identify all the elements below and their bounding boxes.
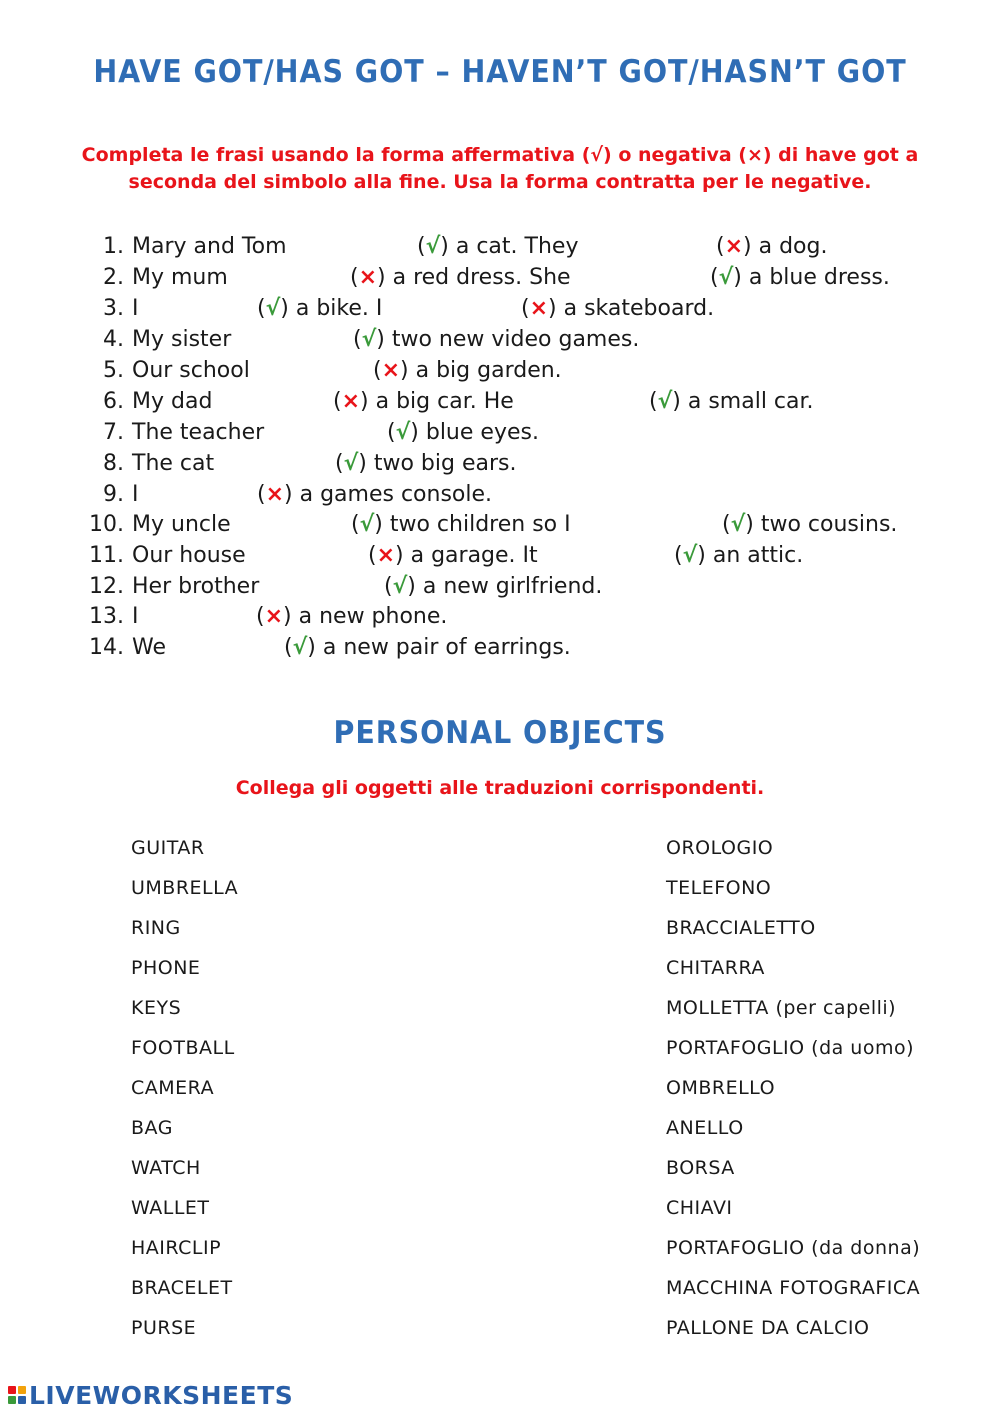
- check-icon: √: [265, 296, 281, 321]
- check-icon: √: [395, 420, 411, 445]
- sentence-part-1: [384, 572, 602, 602]
- sentence-14: [0, 633, 1000, 663]
- object-italian[interactable]: CHIAVI: [666, 1197, 733, 1219]
- sentence-part-2: [716, 232, 827, 262]
- sentence-number: 5.: [103, 358, 124, 383]
- paren-close: ): [283, 604, 299, 629]
- paren-open: (: [521, 296, 530, 321]
- cross-icon: ×: [724, 234, 744, 259]
- sentence-number: 11.: [89, 543, 124, 568]
- paren-open: (: [649, 389, 658, 414]
- sentence-subject: Her brother: [132, 574, 260, 599]
- sentence-text: a skateboard.: [563, 296, 715, 321]
- object-english[interactable]: FOOTBALL: [131, 1037, 235, 1059]
- sentence-12: [0, 572, 1000, 602]
- sentence-text: two big ears.: [373, 451, 517, 476]
- cross-icon: ×: [376, 543, 396, 568]
- sentence-text: a dog.: [758, 234, 828, 259]
- check-icon: √: [657, 389, 673, 414]
- sentence-part-1: [417, 232, 578, 262]
- object-italian[interactable]: OMBRELLO: [666, 1077, 776, 1099]
- sentence-subject: We: [132, 635, 166, 660]
- object-english[interactable]: CAMERA: [131, 1077, 215, 1099]
- logo-grid-icon: [8, 1386, 26, 1404]
- sentence-part-1: [284, 633, 571, 663]
- object-italian[interactable]: TELEFONO: [666, 877, 772, 899]
- sentence-text: a games console.: [299, 482, 493, 507]
- object-english[interactable]: PURSE: [131, 1317, 197, 1339]
- sentence-number: 2.: [103, 265, 124, 290]
- cross-icon: ×: [381, 358, 401, 383]
- sentence-subject: The cat: [132, 451, 215, 476]
- paren-close: ): [407, 574, 423, 599]
- sentence-subject: My sister: [132, 327, 232, 352]
- logo-text: LIVEWORKSHEETS: [29, 1380, 294, 1410]
- object-english[interactable]: UMBRELLA: [131, 877, 239, 899]
- object-english[interactable]: PHONE: [131, 957, 201, 979]
- paren-close: ): [376, 327, 392, 352]
- paren-close: ): [360, 389, 376, 414]
- object-english[interactable]: BRACELET: [131, 1277, 233, 1299]
- sentence-part-1: [368, 541, 538, 571]
- sentence-part-1: [353, 325, 639, 355]
- cross-icon: ×: [265, 482, 285, 507]
- object-italian[interactable]: ANELLO: [666, 1117, 744, 1139]
- check-icon: √: [392, 574, 408, 599]
- paren-open: (: [335, 451, 344, 476]
- sentence-text: a blue dress.: [748, 265, 890, 290]
- sentence-part-1: [257, 294, 382, 324]
- paren-open: (: [333, 389, 342, 414]
- sentence-text: a new pair of earrings.: [322, 635, 571, 660]
- sentence-part-2: [674, 541, 803, 571]
- sentence-text: a small car.: [687, 389, 814, 414]
- sentence-number: 4.: [103, 327, 124, 352]
- sentence-4: [0, 325, 1000, 355]
- sentence-5: [0, 356, 1000, 386]
- paren-open: (: [373, 358, 382, 383]
- paren-open: (: [353, 327, 362, 352]
- paren-close: ): [307, 635, 323, 660]
- paren-close: ): [697, 543, 713, 568]
- paren-open: (: [257, 296, 266, 321]
- sentence-part-1: [350, 263, 571, 293]
- paren-close: ): [743, 234, 759, 259]
- paren-close: ): [374, 512, 390, 537]
- cross-icon: ×: [264, 604, 284, 629]
- sentence-7: [0, 418, 1000, 448]
- sentence-text: a new girlfriend.: [422, 574, 603, 599]
- sentence-part-2: [710, 263, 890, 293]
- cross-icon: ×: [358, 265, 378, 290]
- paren-close: ): [672, 389, 688, 414]
- object-english[interactable]: KEYS: [131, 997, 182, 1019]
- object-english[interactable]: BAG: [131, 1117, 173, 1139]
- object-english[interactable]: GUITAR: [131, 837, 205, 859]
- object-italian[interactable]: PALLONE DA CALCIO: [666, 1317, 870, 1339]
- paren-open: (: [716, 234, 725, 259]
- sentence-10: [0, 510, 1000, 540]
- section-2-title: PERSONAL OBJECTS: [333, 715, 667, 751]
- check-icon: √: [718, 265, 734, 290]
- sentence-text: two new video games.: [391, 327, 640, 352]
- sentence-subject: Our house: [132, 543, 246, 568]
- sentence-9: [0, 480, 1000, 510]
- check-icon: √: [359, 512, 375, 537]
- sentence-number: 1.: [103, 234, 124, 259]
- paren-close: ): [733, 265, 749, 290]
- sentence-part-1: [257, 480, 492, 510]
- object-italian[interactable]: PORTAFOGLIO (da donna): [666, 1237, 921, 1259]
- sentence-text: a new phone.: [298, 604, 448, 629]
- check-icon: √: [292, 635, 308, 660]
- paren-close: ): [548, 296, 564, 321]
- sentence-part-1: [387, 418, 539, 448]
- paren-open: (: [722, 512, 731, 537]
- sentence-text: a bike. I: [295, 296, 383, 321]
- sentence-part-1: [335, 449, 516, 479]
- sentence-2: [0, 263, 1000, 293]
- sentence-subject: My uncle: [132, 512, 231, 537]
- check-icon: √: [361, 327, 377, 352]
- sentence-text: blue eyes.: [425, 420, 539, 445]
- paren-open: (: [284, 635, 293, 660]
- sentence-subject: I: [132, 296, 139, 321]
- sentence-number: 12.: [89, 574, 124, 599]
- sentence-1: [0, 232, 1000, 262]
- paren-close: ): [284, 482, 300, 507]
- paren-close: ): [280, 296, 296, 321]
- sentence-number: 10.: [89, 512, 124, 537]
- object-italian[interactable]: CHITARRA: [666, 957, 765, 979]
- paren-open: (: [387, 420, 396, 445]
- paren-open: (: [257, 482, 266, 507]
- paren-open: (: [351, 512, 360, 537]
- sentence-subject: My mum: [132, 265, 228, 290]
- sentence-number: 13.: [89, 604, 124, 629]
- paren-close: ): [400, 358, 416, 383]
- sentence-text: a big garden.: [415, 358, 562, 383]
- sentence-6: [0, 387, 1000, 417]
- sentence-number: 6.: [103, 389, 124, 414]
- sentence-part-2: [521, 294, 714, 324]
- paren-close: ): [440, 234, 456, 259]
- sentence-text: an attic.: [712, 543, 804, 568]
- sentence-subject: Our school: [132, 358, 250, 383]
- liveworksheets-logo: [8, 1378, 293, 1412]
- sentence-number: 14.: [89, 635, 124, 660]
- cross-icon: ×: [341, 389, 361, 414]
- object-english[interactable]: RING: [131, 917, 181, 939]
- paren-open: (: [674, 543, 683, 568]
- sentence-part-1: [373, 356, 562, 386]
- paren-open: (: [710, 265, 719, 290]
- sentence-subject: I: [132, 482, 139, 507]
- sentence-text: a big car. He: [375, 389, 514, 414]
- exercise-2-instructions: Collega gli oggetti alle traduzioni corrispondenti.: [235, 777, 765, 799]
- object-english[interactable]: WATCH: [131, 1157, 201, 1179]
- object-italian[interactable]: PORTAFOGLIO (da uomo): [666, 1037, 915, 1059]
- sentence-number: 8.: [103, 451, 124, 476]
- object-italian[interactable]: BORSA: [666, 1157, 735, 1179]
- sentence-subject: The teacher: [132, 420, 265, 445]
- sentence-number: 9.: [103, 482, 124, 507]
- sentence-3: [0, 294, 1000, 324]
- check-icon: √: [425, 234, 441, 259]
- sentence-text: a red dress. She: [392, 265, 571, 290]
- paren-open: (: [368, 543, 377, 568]
- sentence-13: [0, 602, 1000, 632]
- sentence-8: [0, 449, 1000, 479]
- sentence-number: 7.: [103, 420, 124, 445]
- paren-close: ): [410, 420, 426, 445]
- paren-open: (: [417, 234, 426, 259]
- object-english[interactable]: WALLET: [131, 1197, 210, 1219]
- sentence-11: [0, 541, 1000, 571]
- object-italian[interactable]: MOLLETTA (per capelli): [666, 997, 897, 1019]
- sentence-subject: I: [132, 604, 139, 629]
- paren-close: ): [358, 451, 374, 476]
- check-icon: √: [343, 451, 359, 476]
- sentence-part-1: [333, 387, 514, 417]
- sentence-subject: Mary and Tom: [132, 234, 287, 259]
- object-italian[interactable]: BRACCIALETTO: [666, 917, 816, 939]
- check-icon: √: [730, 512, 746, 537]
- sentence-part-1: [256, 602, 447, 632]
- paren-close: ): [377, 265, 393, 290]
- sentence-subject: My dad: [132, 389, 213, 414]
- paren-close: ): [745, 512, 761, 537]
- object-italian[interactable]: MACCHINA FOTOGRAFICA: [666, 1277, 921, 1299]
- check-icon: √: [682, 543, 698, 568]
- sentence-part-2: [649, 387, 814, 417]
- worksheet-title: HAVE GOT/HAS GOT – HAVEN’T GOT/HASN’T GOT: [93, 54, 907, 90]
- paren-close: ): [395, 543, 411, 568]
- sentence-text: two cousins.: [760, 512, 898, 537]
- object-english[interactable]: HAIRCLIP: [131, 1237, 222, 1259]
- paren-open: (: [350, 265, 359, 290]
- paren-open: (: [384, 574, 393, 599]
- paren-open: (: [256, 604, 265, 629]
- cross-icon: ×: [529, 296, 549, 321]
- sentence-part-1: [351, 510, 571, 540]
- object-italian[interactable]: OROLOGIO: [666, 837, 774, 859]
- sentence-text: two children so I: [389, 512, 571, 537]
- sentence-text: a garage. It: [410, 543, 538, 568]
- sentence-part-2: [722, 510, 897, 540]
- exercise-1-instructions: Completa le frasi usando la forma affermativa (√) o negativa (×) di have got a seconda del simbolo alla fine. Usa la forma contratta per le negative.: [81, 144, 919, 193]
- sentence-text: a cat. They: [455, 234, 579, 259]
- sentence-number: 3.: [103, 296, 124, 321]
